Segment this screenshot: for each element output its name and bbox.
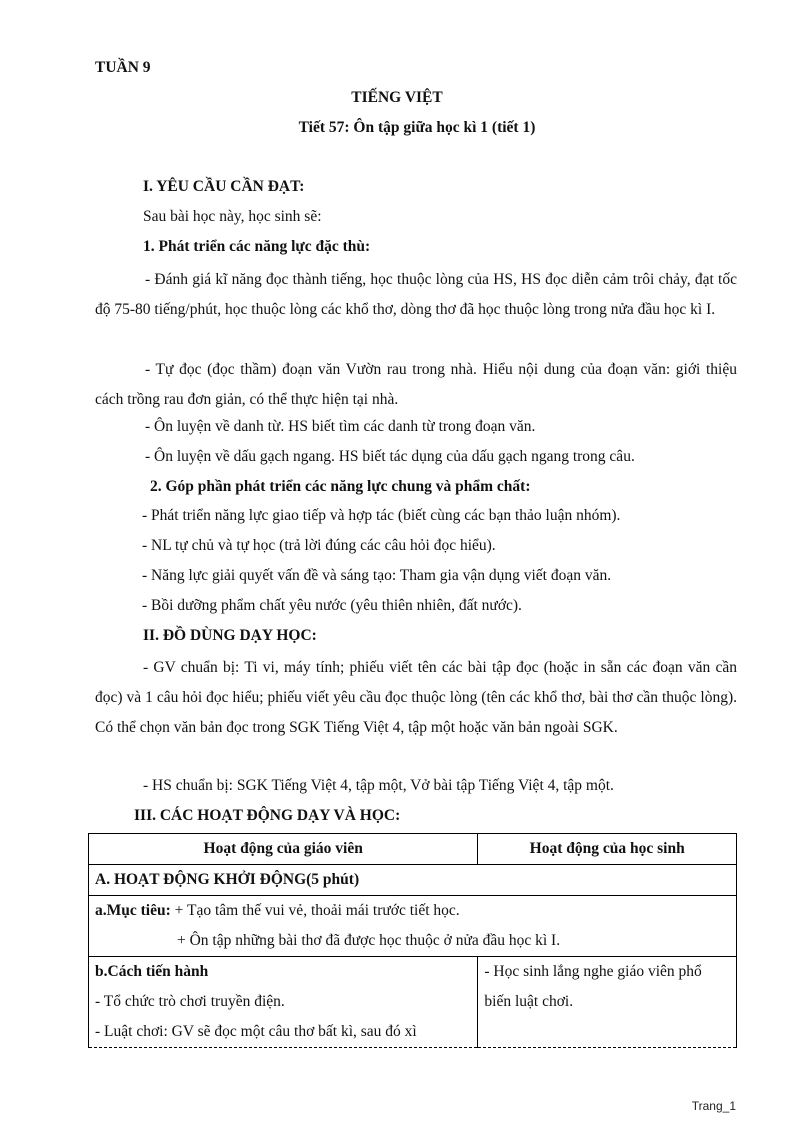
page-number: Trang_1 [691, 1099, 736, 1113]
subject-title: TIẾNG VIỆT [351, 89, 443, 106]
week-label: TUẦN 9 [95, 59, 151, 76]
subsection-2-heading: 2. Góp phần phát triển các năng lực chung và phẩm chất: [150, 478, 531, 495]
competency-communication: - Phát triển năng lực giao tiếp và hợp tác (biết cùng các bạn thảo luận nhóm). [142, 507, 621, 524]
procedure-label: b.Cách tiến hành [95, 963, 209, 980]
section-3-heading: III. CÁC HOẠT ĐỘNG DẠY VÀ HỌC: [134, 807, 401, 824]
goals-cell [89, 896, 737, 957]
paragraph-dash: - Ôn luyện về dấu gạch ngang. HS biết tác dụng của dấu gạch ngang trong câu. [145, 448, 635, 465]
quality-patriotism: - Bồi dưỡng phẩm chất yêu nước (yêu thiên nhiên, đất nước). [142, 597, 522, 614]
subsection-1-heading: 1. Phát triển các năng lực đặc thù: [143, 238, 371, 255]
procedure-step-1: - Tổ chức trò chơi truyền điện. [95, 993, 285, 1010]
table-header-row [89, 834, 737, 865]
section-a-heading: A. HOẠT ĐỘNG KHỞI ĐỘNG(5 phút) [89, 865, 737, 896]
competency-problem-solving: - Năng lực giải quyết vấn đề và sáng tạo: Tham gia vận dụng viết đoạn văn. [142, 567, 612, 584]
paragraph-nouns: - Ôn luyện về danh từ. HS biết tìm các danh từ trong đoạn văn. [145, 418, 536, 435]
student-activity-cell [478, 957, 737, 1048]
paragraph-reading-skills: - Đánh giá kĩ năng đọc thành tiếng, học thuộc lòng của HS, HS đọc diễn cảm trôi chảy, đạt tốc độ 75-80 tiếng/phút, học thuộc lòng các khổ thơ, dòng thơ đã học thuộc lòng trong nửa đầu học kì I. [95, 271, 737, 318]
goal-label: a.Mục tiêu: [95, 902, 171, 919]
student-activity-line-1: - Học sinh lắng nghe giáo viên phổ [484, 963, 702, 980]
table-row [89, 896, 737, 957]
paragraph-self-reading: - Tự đọc (đọc thầm) đoạn văn Vườn rau trong nhà. Hiểu nội dung của đoạn văn: giới thiệu cách trồng rau đơn giản, có thể thực hiện tại nhà. [95, 361, 737, 408]
goal-item-2: + Ôn tập những bài thơ đã được học thuộc ở nửa đầu học kì I. [177, 932, 561, 949]
table-row [89, 865, 737, 896]
student-materials: - HS chuẩn bị: SGK Tiếng Việt 4, tập một, Vở bài tập Tiếng Việt 4, tập một. [143, 777, 614, 794]
activities-table [88, 833, 737, 1048]
lesson-title: Tiết 57: Ôn tập giữa học kì 1 (tiết 1) [298, 119, 536, 136]
table-row [89, 957, 737, 1048]
student-activity-line-2: biến luật chơi. [484, 993, 574, 1010]
teacher-column-header: Hoạt động của giáo viên [89, 834, 478, 865]
goal-item-1: + Tạo tâm thế vui vẻ, thoải mái trước tiết học. [170, 902, 460, 919]
student-column-header: Hoạt động của học sinh [478, 834, 737, 865]
teacher-procedure-cell [89, 957, 478, 1048]
teacher-materials: - GV chuẩn bị: Ti vi, máy tính; phiếu viết tên các bài tập đọc (hoặc in sẵn các đoạn văn cần đọc) và 1 câu hỏi đọc hiểu; phiếu viết yêu cầu đọc thuộc lòng (tên các khổ thơ, bài thơ cần thuộc lòng). Có thể chọn văn bản đọc trong SGK Tiếng Việt 4, tập một hoặc văn bản ngoài SGK. [95, 659, 737, 736]
procedure-step-2: - Luật chơi: GV sẽ đọc một câu thơ bất kì, sau đó xì [95, 1023, 417, 1040]
section-2-heading: II. ĐỒ DÙNG DẠY HỌC: [143, 627, 317, 644]
competency-self-study: - NL tự chủ và tự học (trả lời đúng các câu hỏi đọc hiểu). [142, 537, 496, 554]
section-1-heading: I. YÊU CẦU CẦN ĐẠT: [143, 178, 305, 195]
section-1-intro: Sau bài học này, học sinh sẽ: [143, 208, 322, 225]
